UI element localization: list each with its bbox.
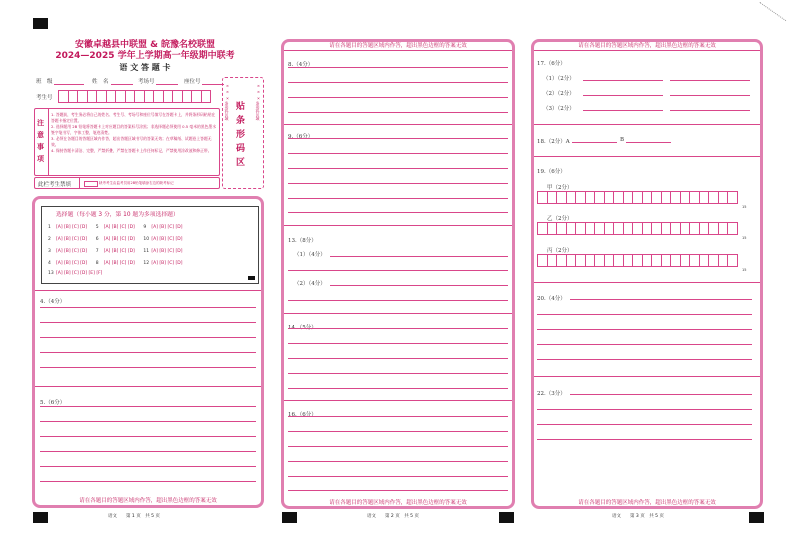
note-item: 1. 答题前，考生务必将自己的姓名、考生号、考场号和座位号填写在答题卡上，并将条形码粘贴在答题卡指定位置。 [51,112,216,123]
question-13-label: 13.（8分） [288,238,317,244]
seat-label: 座位号 [184,79,201,85]
corner-fold-mark [746,2,787,41]
exam-room-label: 考场号 [138,79,155,85]
mcq-title: 选择题（每小题 3 分，第 10 题为多项选择题） [56,212,179,218]
question-19-a-label: 甲（2分） [547,185,573,191]
question-13-2-label: （2）（4分） [294,281,326,287]
q18-b-field[interactable] [626,142,671,143]
mcq-mark [248,276,255,280]
question-18-label: 18.（2分）A [537,139,570,145]
mcq-row[interactable]: 1 [A] [B] [C] [D] 5 [A] [B] [C] [D] 9 [A] [B] [C] [D] [48,225,183,230]
name-field[interactable] [111,84,133,85]
exam-room-field[interactable] [156,84,178,85]
page3-header-banner: 请在各题目的答题区域内作答，超出黑色边框的答案无效 [578,43,716,49]
absent-mark[interactable] [84,181,98,187]
exam-number-cells[interactable] [58,90,210,103]
question-5-label: 5.（6分） [40,400,66,406]
page1-footer: 语文 第 1 页 共 5 页 [108,514,160,519]
page1-footer-banner: 请在各题目的答题区域内作答，超出黑色边框的答案无效 [79,498,217,504]
title-line-2: 2024—2025 学年上学期高一年级期中联考 [55,51,235,61]
question-19-label: 19.（6分） [537,169,566,175]
notes-list [51,112,217,154]
page3-footer: 语文 第 3 页 共 5 页 [612,514,664,519]
question-16-label: 16.（6分） [288,412,317,418]
question-22-label: 22.（3分） [537,391,566,397]
question-17-1-label: （1）（2分） [543,76,575,82]
notes-box [34,108,220,176]
registration-mark [33,512,48,523]
q18-a-field[interactable] [572,142,617,143]
barcode-side-left: × × × 条形码区域 [225,83,230,121]
title-line-3: 语 文 答 题 卡 [119,63,171,72]
page2-footer-banner: 请在各题目的答题区域内作答，超出黑色边框的答案无效 [329,500,467,506]
barcode-side-right: × × × 条形码区域 [256,83,261,121]
class-field[interactable] [54,84,84,85]
q19-c-grid[interactable] [537,254,737,267]
barcode-area [222,77,264,189]
mcq-box [41,206,259,284]
registration-mark [33,18,48,29]
exam-number-label: 考生号 [36,95,53,101]
barcode-label: 贴条形码区 [236,102,246,168]
note-item: 3. 必须在各题目的答题区域内作答，超出答题区域书写的答案无效；在草稿纸、试题卷上答题无效。 [51,136,212,147]
mcq-row[interactable]: 4 [A] [B] [C] [D] 8 [A] [B] [C] [D] 12 [A] [B] [C] [D] [48,261,183,266]
question-19-b-label: 乙（2分） [547,216,573,222]
question-13-1-label: （1）（4分） [294,252,326,258]
title-line-1: 安徽卓越县中联盟 & 皖豫名校联盟 [74,40,216,50]
registration-mark [282,512,297,523]
student-info-row [36,77,226,87]
page2-header-banner: 请在各题目的答题区域内作答，超出黑色边框的答案无效 [329,43,467,49]
page2-footer: 语文 第 2 页 共 5 页 [367,514,419,519]
seat-field[interactable] [202,84,224,85]
question-14-label: 14.（5分） [288,325,317,331]
absent-box [34,177,220,189]
q19-a-count: 15 [742,205,747,209]
page3-footer-banner: 请在各题目的答题区域内作答，超出黑色边框的答案无效 [578,500,716,506]
page2-answer-frame [281,39,515,509]
question-18-b-label: B [620,137,625,143]
mcq-row[interactable]: 13 [A] [B] [C] [D] [E] [F] [48,271,103,276]
mcq-row[interactable]: 2 [A] [B] [C] [D] 6 [A] [B] [C] [D] 10 [A] [B] [C] [D] [48,237,183,242]
notes-title: 注意事项 [37,119,44,163]
header-title [30,40,260,73]
q19-a-grid[interactable] [537,191,737,204]
question-19-c-label: 丙（2分） [547,248,573,254]
absent-label: 此栏考生禁填 [38,182,72,188]
question-8-label: 8.（4分） [288,62,314,68]
registration-mark [499,512,514,523]
question-17-2-label: （2）（2分） [543,91,575,97]
q19-c-count: 15 [742,268,747,272]
mcq-row[interactable]: 3 [A] [B] [C] [D] 7 [A] [B] [C] [D] 11 [A] [B] [C] [D] [48,249,183,254]
question-20-label: 20.（4分） [537,296,566,302]
q19-b-grid[interactable] [537,222,737,235]
note-item: 4. 保持答题卡清洁、完整，严禁折叠，严禁在答题卡上作任何标记，严禁使用涂改液和修正带。 [51,148,212,153]
question-17-3-label: （3）（2分） [543,106,575,112]
name-label: 姓 名 [92,79,109,85]
registration-mark [749,512,764,523]
question-4-label: 4.（4分） [40,299,66,305]
class-label: 班 级 [36,79,53,85]
absent-note: 缺考考生由监考员用2B铅笔填涂右边的缺考标记 [99,181,174,185]
q19-b-count: 15 [742,236,747,240]
question-9-label: 9.（6分） [288,134,314,140]
note-item: 2. 选择题用 2B 铅笔将答题卡上对应题目的答案标号涂黑；非选择题必须使用 0.5 毫米的黑色墨水签字笔书写，字体工整，笔迹清楚。 [51,124,216,135]
question-17-label: 17.（6分） [537,61,566,67]
